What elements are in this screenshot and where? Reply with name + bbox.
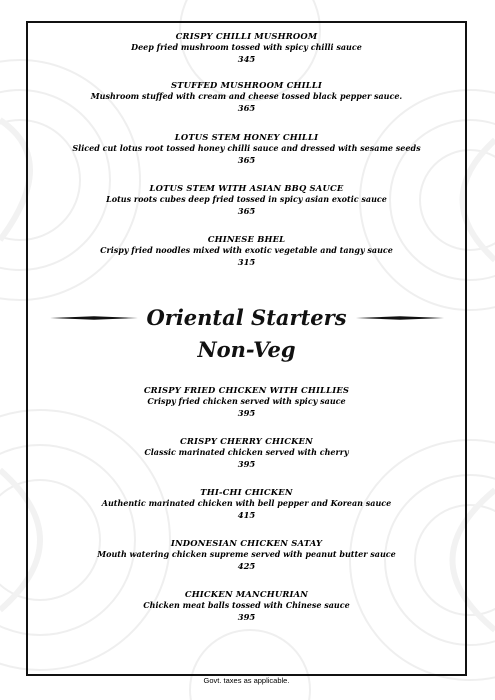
item-name: INDONESIAN CHICKEN SATAY	[170, 538, 323, 548]
item-name: CRISPY CHERRY CHICKEN	[180, 436, 313, 446]
list-item	[28, 538, 465, 589]
item-name: THI-CHI CHICKEN	[200, 487, 293, 497]
item-price: 365	[237, 206, 256, 216]
section-heading-line1: Oriental Starters	[146, 305, 347, 330]
item-description: Sliced cut lotus root tossed honey chilli sauce and dressed with sesame seeds	[72, 143, 421, 153]
item-description: Mushroom stuffed with cream and cheese tossed black pepper sauce.	[90, 91, 403, 101]
item-price: 315	[237, 257, 256, 267]
list-item	[28, 132, 465, 183]
item-description: Chicken meat balls tossed with Chinese sauce	[143, 600, 350, 610]
item-name: CHINESE BHEL	[207, 234, 286, 244]
section-heading-line2: Non-Veg	[197, 337, 296, 362]
item-price: 395	[237, 459, 256, 469]
item-description: Lotus roots cubes deep fried tossed in spicy asian exotic sauce	[106, 194, 387, 204]
nonveg-starters-list	[28, 385, 465, 623]
item-description: Crispy fried noodles mixed with exotic vegetable and tangy sauce	[100, 245, 393, 255]
item-description: Deep fried mushroom tossed with spicy chilli sauce	[131, 42, 362, 52]
item-name: STUFFED MUSHROOM CHILLI	[170, 80, 323, 90]
list-item	[28, 80, 465, 132]
item-description: Authentic marinated chicken with bell pepper and Korean sauce	[101, 498, 392, 508]
item-name: CHICKEN MANCHURIAN	[184, 589, 309, 599]
list-item	[28, 31, 465, 80]
item-name: LOTUS STEM HONEY CHILLI	[174, 132, 319, 142]
veg-starters-list	[28, 31, 465, 268]
list-item	[28, 234, 465, 268]
item-price: 425	[237, 561, 256, 571]
list-item	[28, 183, 465, 234]
item-name: CRISPY FRIED CHICKEN WITH CHILLIES	[143, 385, 350, 395]
item-price: 345	[237, 54, 256, 64]
item-price: 395	[237, 408, 256, 418]
list-item	[28, 436, 465, 487]
list-item	[28, 385, 465, 436]
list-item	[28, 487, 465, 538]
tax-note: Govt. taxes as applicable.	[203, 676, 290, 685]
item-description: Classic marinated chicken served with cherry	[144, 447, 349, 457]
item-price: 365	[237, 103, 256, 113]
list-item	[28, 589, 465, 623]
item-description: Mouth watering chicken supreme served with peanut butter sauce	[97, 549, 396, 559]
item-name: CRISPY CHILLI MUSHROOM	[175, 31, 318, 41]
item-price: 365	[237, 155, 256, 165]
item-description: Crispy fried chicken served with spicy sauce	[147, 396, 346, 406]
item-price: 415	[237, 510, 256, 520]
item-name: LOTUS STEM WITH ASIAN BBQ SAUCE	[149, 183, 344, 193]
item-price: 395	[237, 612, 256, 622]
